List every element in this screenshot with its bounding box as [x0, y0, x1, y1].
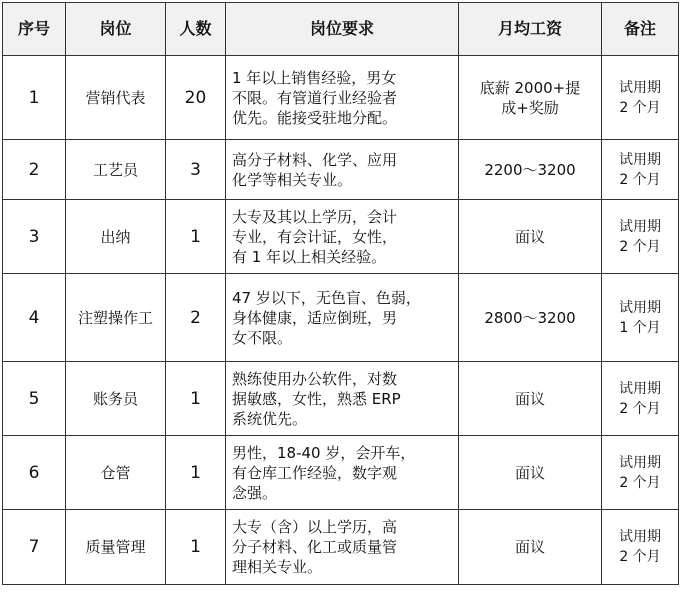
job-table	[2, 2, 679, 585]
cell-position: 注塑操作工	[66, 274, 166, 362]
header-row	[3, 3, 679, 56]
cell-requirements-line: 男性，18-40 岁，会开车，	[232, 443, 416, 462]
table-row	[3, 436, 679, 510]
cell-salary-line: 2200～3200	[484, 160, 576, 179]
cell-salary	[459, 274, 602, 362]
cell-requirements-line: 大专（含）以上学历，高	[232, 518, 398, 536]
table-row	[3, 200, 679, 274]
cell-no: 6	[3, 436, 66, 510]
cell-requirements	[226, 56, 459, 140]
cell-requirements-line: 有仓库工作经验，数字观	[232, 463, 398, 482]
cell-no: 5	[3, 362, 66, 436]
table-row	[3, 274, 679, 362]
cell-remarks	[602, 274, 679, 362]
cell-remarks-line: 试用期	[619, 151, 661, 168]
cell-requirements-line: 优先。能接受驻地分配。	[232, 108, 398, 127]
header-requirements: 岗位要求	[226, 3, 459, 56]
cell-count: 1	[166, 510, 226, 585]
cell-remarks-line: 2 个月	[619, 549, 661, 565]
cell-requirements-line: 高分子材料、化学、应用	[232, 150, 398, 169]
cell-requirements-line: 理相关专业。	[232, 558, 323, 576]
cell-remarks	[602, 140, 679, 200]
cell-remarks	[602, 362, 679, 436]
header-salary: 月均工资	[459, 3, 602, 56]
header-no: 序号	[3, 3, 66, 56]
cell-requirements-line: 不限。有管道行业经验者	[232, 88, 398, 107]
header-count: 人数	[166, 3, 226, 56]
cell-requirements-line: 大专及其以上学历，会计	[232, 207, 398, 226]
cell-count: 3	[166, 140, 226, 200]
cell-requirements	[226, 362, 459, 436]
cell-requirements	[226, 274, 459, 362]
cell-requirements-line: 47 岁以下，无色盲、色弱，	[232, 288, 421, 307]
cell-salary	[459, 436, 602, 510]
table-row	[3, 510, 679, 585]
cell-remarks	[602, 510, 679, 585]
cell-salary-line: 面议	[514, 389, 545, 408]
cell-remarks-line: 试用期	[619, 299, 661, 316]
header-remarks: 备注	[602, 3, 679, 56]
cell-position: 工艺员	[66, 140, 166, 200]
cell-remarks-line: 试用期	[619, 380, 661, 397]
cell-requirements-line: 化学等相关专业。	[232, 170, 353, 189]
cell-requirements-line: 系统优先。	[232, 409, 308, 428]
cell-requirements	[226, 200, 459, 274]
cell-salary	[459, 362, 602, 436]
cell-salary	[459, 510, 602, 585]
cell-salary-line: 成+奖励	[501, 98, 559, 117]
cell-remarks-line: 试用期	[619, 529, 661, 545]
cell-position: 营销代表	[66, 56, 166, 140]
cell-remarks-line: 2 个月	[619, 474, 661, 491]
cell-remarks-line: 2 个月	[619, 171, 661, 188]
cell-requirements-line: 1 年以上销售经验，男女	[232, 68, 397, 87]
cell-requirements	[226, 510, 459, 585]
cell-position: 质量管理	[66, 510, 166, 585]
cell-salary	[459, 140, 602, 200]
cell-requirements-line: 女不限。	[232, 328, 293, 347]
cell-count: 20	[166, 56, 226, 140]
cell-requirements	[226, 436, 459, 510]
cell-requirements	[226, 140, 459, 200]
cell-requirements-line: 有 1 年以上相关经验。	[232, 247, 387, 266]
cell-no: 1	[3, 56, 66, 140]
cell-remarks-line: 2 个月	[619, 99, 661, 116]
cell-no: 4	[3, 274, 66, 362]
table-row	[3, 140, 679, 200]
cell-salary-line: 面议	[514, 463, 545, 482]
cell-requirements-line: 分子材料、化工或质量管	[232, 538, 398, 556]
cell-remarks-line: 2 个月	[619, 400, 661, 417]
cell-salary-line: 面议	[514, 227, 545, 246]
cell-salary-line: 2800～3200	[484, 308, 576, 327]
table-row	[3, 362, 679, 436]
cell-requirements-line: 熟练使用办公软件，对数	[232, 369, 398, 388]
cell-remarks	[602, 200, 679, 274]
cell-remarks-line: 2 个月	[619, 238, 661, 255]
cell-remarks	[602, 56, 679, 140]
table-row	[3, 56, 679, 140]
cell-position: 账务员	[66, 362, 166, 436]
cell-salary	[459, 56, 602, 140]
cell-no: 2	[3, 140, 66, 200]
header-position: 岗位	[66, 3, 166, 56]
cell-position: 仓管	[66, 436, 166, 510]
cell-salary-line: 底薪 2000+提	[479, 78, 581, 97]
cell-remarks-line: 试用期	[619, 79, 661, 96]
cell-requirements-line: 身体健康，适应倒班，男	[232, 308, 398, 327]
cell-count: 1	[166, 200, 226, 274]
cell-no: 3	[3, 200, 66, 274]
cell-remarks	[602, 436, 679, 510]
cell-remarks-line: 试用期	[619, 454, 661, 471]
cell-remarks-line: 试用期	[619, 218, 661, 235]
cell-count: 2	[166, 274, 226, 362]
cell-requirements-line: 据敏感，女性，熟悉 ERP	[232, 389, 401, 408]
cell-requirements-line: 专业，有会计证，女性，	[232, 227, 398, 246]
cell-requirements-line: 念强。	[232, 483, 278, 502]
cell-count: 1	[166, 436, 226, 510]
cell-remarks-line: 1 个月	[619, 319, 661, 336]
cell-salary-line: 面议	[514, 538, 545, 556]
cell-position: 出纳	[66, 200, 166, 274]
cell-salary	[459, 200, 602, 274]
cell-no: 7	[3, 510, 66, 585]
cell-count: 1	[166, 362, 226, 436]
